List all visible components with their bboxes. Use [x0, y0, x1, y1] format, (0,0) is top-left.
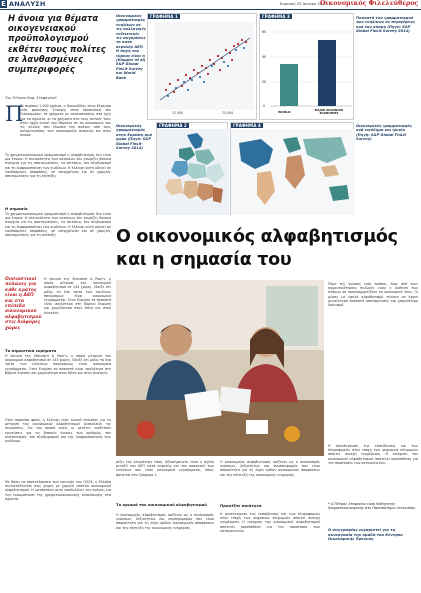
body-paragraph-3: Η έρευνα της Standard & Poor's, η οποία μέτρησε τον οικονομικό αλφαβητισμό σε 144 χώρες, έδειξε ότι μόλις το ένα τρίτο των ενηλίκων παγκοσμίως είναι οικονομικά εγγράμματοι. Στην Ευρώπη τα ποσοστά είναι υψηλότερα στη Βόρεια Ευρώπη και χαμηλότερα στον Νότο και στην Ανατολή. [5, 354, 111, 375]
graph1-x-label-1: 12,500 [172, 111, 184, 115]
left-column-body-2: Με βάση τα αποτελέσματα των ερευνών του ΟΟΣΑ, η Ελλάδα συγκαταλέγεται στις χώρες με χαμηλό επίπεδο οικονομικού αλφαβητισμού. Η κατάσταση αυτή υποδηλώνει την ανάγκη για την ενσωμάτωση της χρηματοοικονομικής εκπαίδευσης στα σχολεία. [5, 480, 111, 501]
middle-subhead: Το ορισμό του οικονομικού αλφαβητισμού [116, 502, 207, 507]
left-column-body: Στην παρούσα φάση, η έλλειψη ενός κοινού πλαισίου για τη μέτρηση του οικονομικού αλφαβητισμού δυσκολεύει τις συγκρίσεις. Για τον σκοπό αυτό, οι μελέτες υιοθετούν ερωτήσεις για τις βασικές έννοιες των αριθμών, του ανατοκισμού, του πληθωρισμού και της διαφοροποίησης των κινδύνων. [5, 418, 111, 444]
graph1-title: ΓΡΑΦΗΜΑ 1 [150, 14, 178, 19]
body-paragraph-2: Η έρευνα της Standard & Poor's, η οποία μέτρησε τον οικονομικό αλφαβητισμό σε 144 χώρες, έδειξε ότι μόλις το ένα τρίτο των ενηλίκων παγκοσμίως είναι οικονομικά εγγράμματοι. Στην Ευρώπη τα ποσοστά είναι υψηλότερα στη Βόρεια Ευρώπη και χαμηλότερα στον Νότο και στην Ανατολή. [44, 277, 111, 315]
graph3-bar-world [280, 64, 298, 106]
couple-bills-photo [116, 280, 324, 456]
middle2-column-body-2: Η συγκέντρωση της εκπαίδευσης και των πληροφοριών στην εποχή των ψηφιακών πληρωμών απαιτεί συνεχή ενημέρωση. Η ενίσχυση του οικονομικού αλφαβητισμού αποτελεί προϋπόθεση για την προστασία των καταναλωτών. [220, 512, 320, 533]
graph3-bar-advanced [318, 40, 336, 106]
page-header [0, 0, 421, 9]
byline: Του Πέτρου Καρ. Στεφανίου* [5, 96, 57, 100]
dateline: Κυριακή 25 Ιουνίου 2023 [280, 1, 328, 6]
graph2 [156, 122, 228, 215]
middle-column-body: ρίζει την γενικότερη τάση. Αξιοσημείωτη είναι η σχέση μεταξύ του ΑΕΠ κατά κεφαλήν και του ποσοστού των ενηλίκων που είναι οικονομικά εγγράμματοι, όπως φαίνεται στο Γράφημα 1. [116, 460, 214, 477]
graph1-scatter [148, 20, 258, 120]
section-label: ΑΝΑΛΥΣΗ [9, 0, 46, 8]
author-note: * Ο Πέτρος Στεφανίου είναι Καθηγητής Χρηματοοικονομικής στο Πανεπιστήμιο Λευκωσίας. [328, 502, 417, 511]
graph3-y-60: 60 [262, 30, 267, 34]
section-marker: Ε [1, 0, 6, 8]
lead-paragraph-cont: Το χρηματοοικονομικό γραμματισμό ή αλφαβητισμός δεν είναι μια έννοια. Η πλειονότητα των κατοίκων δεν γνωρίζει βασικά στοιχεία για τις αποταμιεύσεις, τα επιτόκια, τον πληθωρισμό και τη διαφοροποίηση των κινδύνων. Η έλλειψη αυτή οδηγεί σε λανθασμένες αποφάσεις, σε υπερχρέωση και σε χαμηλές αποταμιεύσεις για τη σύνταξη. [5, 153, 111, 179]
graph3-x-world: WORLD [278, 110, 291, 114]
graph3-caption: Ποσοστό του γραμματισμού των ενηλίκων σε περιφέρειες ανά τον κόσμο (Πηγή: S&P Global FinLit Survey 2014) [356, 16, 415, 34]
lead-paragraph: Σε περίπου 2.000 χρόνια, ο Θουκυδίδης στην Κέρκυρα ενός φρόνησης Σύνοψης στον προσωπικό του Οικονομικόν: τα χρήματα με ακαταστασίας στα ίχνη για τα σχολεία, κι τα χρήματα στο τους αυτούς τους στην αρχή αυτού του θέματος σε τα οικονομικά του τις άλλους που έδωσαν την ανάγκη από τους αντιμετώπισης των οικονομικών αναγκών και στην αγορά. [20, 104, 111, 138]
graph3-y-0: 0 [263, 104, 266, 108]
graph1-x-label-2: 75,000 [222, 111, 234, 115]
middle-column-body-2: Ο οικονομικός αλφαβητισμός ορίζεται ως ο συνδυασμός γνώσεων, δεξιοτήτων και συμπεριφορών που είναι απαραίτητα για τη λήψη ορθών οικονομικών αποφάσεων και την επίτευξη της οικονομικής ευημερίας. [116, 513, 214, 530]
publication-name: Οικονομικός Φιλελεύθερος [320, 0, 419, 7]
graph4-map [231, 129, 355, 215]
author-note-2: Ο συγγραφέας ευχαριστεί για τη συνεργασία την ομάδα του Κέντρου Οικονομικής Έρευνας. [328, 528, 403, 542]
graph4 [230, 122, 354, 215]
graph4-caption: Οικονομικός γραμματισμός ανά εισόδημα και ηλικία (Πηγή: S&P Global FinLit Survey) [356, 124, 412, 142]
subhead-findings: Τα σημαντικά ευρήματα [5, 348, 57, 353]
main-headline: Ο οικονομικός αλφαβητισμός και η σημασία του [116, 227, 398, 270]
middle2-column-body: Ο οικονομικός αλφαβητισμός ορίζεται ως ο συνδυασμός γνώσεων, δεξιοτήτων και συμπεριφορών που είναι απαραίτητα για τη λήψη ορθών οικονομικών αποφάσεων και την επίτευξη της οικονομικής ευημερίας. [220, 460, 320, 477]
graph2-caption: Οικονομικός γραμματισμός στην Ευρώπη ανά χώρα (Πηγή: S&P Global FinLit Survey 2014) [116, 124, 152, 151]
photo-illustration [116, 280, 324, 456]
graph3-x-advanced: MAJOR ADVANCED ECONOMIES [314, 108, 344, 116]
graph1-caption: Οικονομικός γραμματισμός ενηλίκων σε τις συλλογικές ενδεικτικές τις συγκρίσεις το κατά κεφαλήν ΑΕΠ. Η πηγή του εύρους είναι η (Klapper et al) S&P Global FinLit Survey και World Bank [116, 14, 146, 80]
middle2-subhead: Προσέξτε ποιότητα [220, 503, 262, 508]
pull-quote-left: Ουσιαστικοί πυλώνες για κάθε κράτος είναι η ΑΕΠ και στα επίπεδα οικονομικού αλφαβητισμού στις διάφορες χώρες [5, 277, 42, 331]
drop-cap: Π [5, 102, 24, 126]
header-rule [0, 9, 421, 10]
graph1 [147, 13, 257, 120]
graph2-map [157, 129, 229, 215]
right-column-body: Πέρα της γνώσης ενός τρόπου, ένας από τους σημαντικότερους πυλώνες είναι η διάθεση των ατόμων να προγραμματίζουν τα οικονομικά τους. Οι χώρες με υψηλό αλφαβητισμό τείνουν να έχουν μεγαλύτερα ποσοστά αποταμίευσης και χαμηλότερο δανεισμό. [328, 282, 418, 308]
top-article-headline: Η άνοια για θέματα οικογενειακού προϋπολογισμού εκθέτει τους πολίτες σε λανθασμένες συμπεριφορές [8, 13, 106, 75]
graph2-title: ΓΡΑΦΗΜΑ 2 [159, 123, 187, 128]
graph4-title: ΓΡΑΦΗΜΑ 4 [233, 123, 261, 128]
graph3-title: ΓΡΑΦΗΜΑ 3 [262, 14, 290, 19]
graph3 [259, 13, 354, 120]
body-paragraph: Το χρηματοοικονομικό γραμματισμό ή αλφαβητισμός δεν είναι μια έννοια. Η πλειονότητα των κατοίκων δεν γνωρίζει βασικά στοιχεία για τις αποταμιεύσεις, τα επιτόκια, τον πληθωρισμό και τη διαφοροποίηση των κινδύνων. Η έλλειψη αυτή οδηγεί σε λανθασμένες αποφάσεις, σε υπερχρέωση και σε χαμηλές αποταμιεύσεις για τη σύνταξη. [5, 212, 111, 238]
right-column-body-2: Η συγκέντρωση της εκπαίδευσης και των πληροφοριών στην εποχή των ψηφιακών πληρωμών απαιτεί συνεχή ενημέρωση. Η ενίσχυση του οικονομικού αλφαβητισμού αποτελεί προϋπόθεση για την προστασία των καταναλωτών. [328, 444, 418, 465]
graph3-y-40: 40 [262, 55, 267, 59]
graph3-y-20: 20 [262, 80, 267, 84]
graph3-bars [260, 20, 355, 110]
subhead-importance: Η σημασία [5, 206, 28, 211]
